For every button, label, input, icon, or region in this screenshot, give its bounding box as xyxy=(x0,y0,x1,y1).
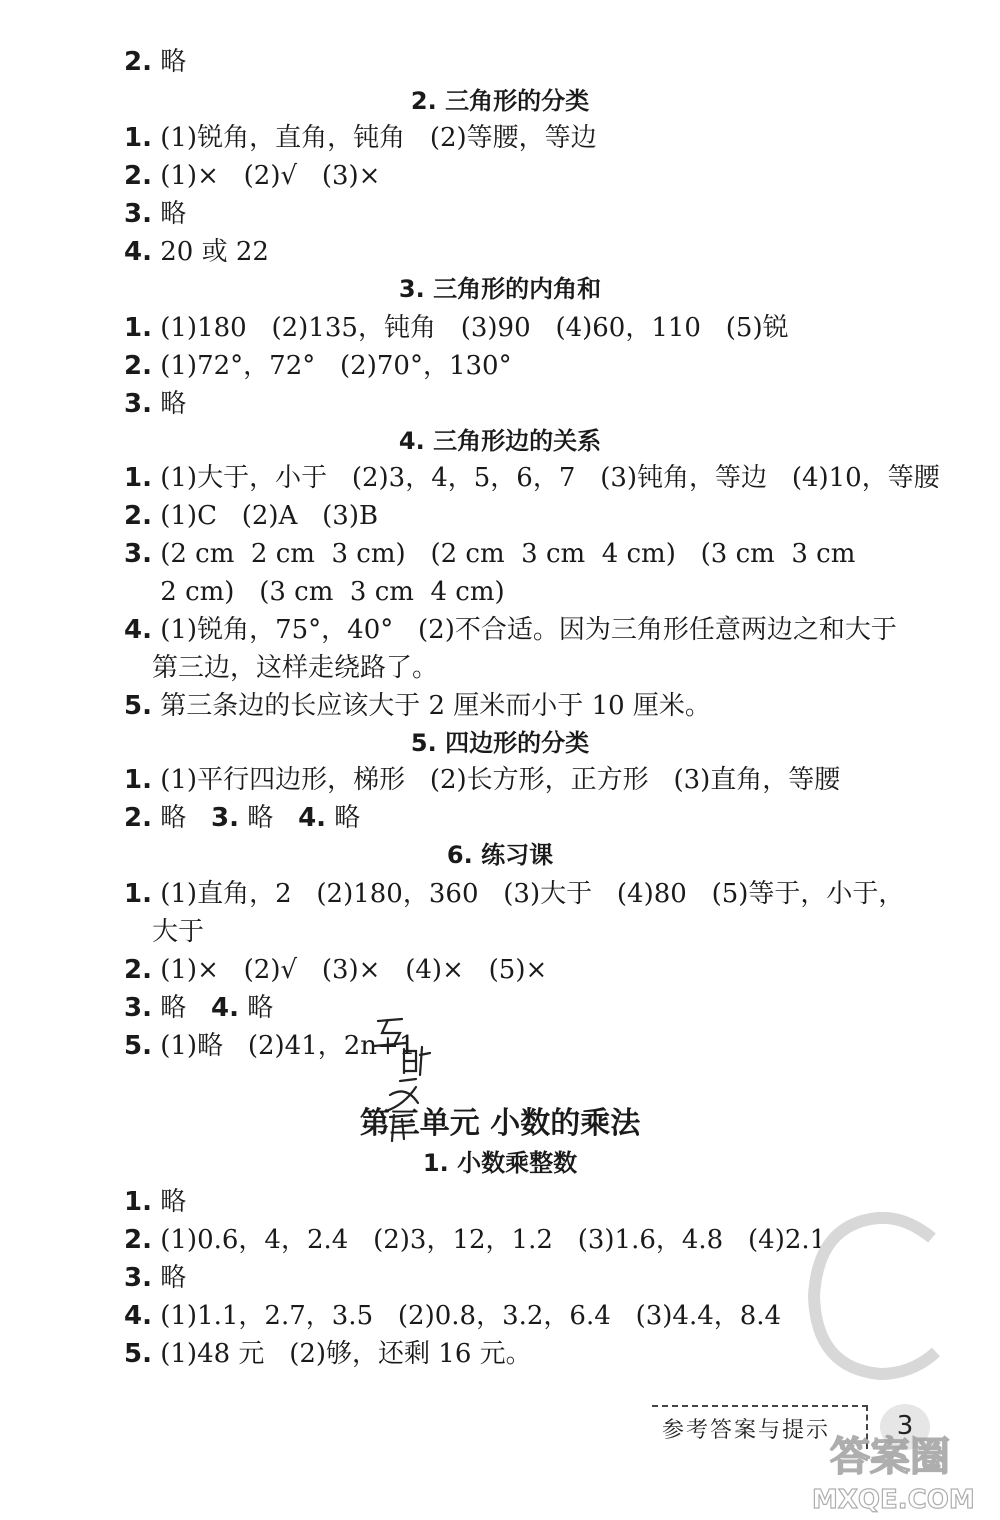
answer-line: 2. (1)× (2)√ (3)× (4)× (5)× xyxy=(124,955,548,985)
unit-title: 第三单元 小数的乘法 xyxy=(359,1106,641,1141)
answer-line: 3. 略 4. 略 xyxy=(124,993,274,1023)
section-title: 4. 三角形边的关系 xyxy=(398,427,602,455)
answer-line: 3. (2 cm 2 cm 3 cm) (2 cm 3 cm 4 cm) (3 cm 3 cm xyxy=(124,539,856,569)
answer-line: 1. (1)直角，2 (2)180，360 (3)大于 (4)80 (5)等于，小于， xyxy=(124,879,905,909)
answer-line: 1. 略 xyxy=(124,1187,187,1217)
answer-line: 5. 第三条边的长应该大于 2 厘米而小于 10 厘米。 xyxy=(124,691,711,721)
answer-line-continued: 第三边，这样走绕路了。 xyxy=(152,653,439,683)
svg-text:MXQE.COM: MXQE.COM xyxy=(812,1485,975,1515)
answer-line: 2. (1)C (2)A (3)B xyxy=(124,501,379,531)
page-number: 3 xyxy=(880,1404,930,1450)
answer-line-continued: 2 cm) (3 cm 3 cm 4 cm) xyxy=(152,577,505,607)
answer-line: 1. (1)锐角，直角，钝角 (2)等腰，等边 xyxy=(124,123,597,153)
section-title: 1. 小数乘整数 xyxy=(422,1149,578,1177)
answer-line: 5. (1)48 元 (2)够，还剩 16 元。 xyxy=(124,1339,532,1369)
answer-line: 1. (1)大于，小于 (2)3，4，5，6，7 (3)钝角，等边 (4)10，等腰 xyxy=(124,463,940,493)
section-title: 3. 三角形的内角和 xyxy=(398,275,602,303)
section-title: 6. 练习课 xyxy=(446,841,554,869)
decorative-c-logo xyxy=(800,1210,950,1380)
answer-line: 5. (1)略 (2)41，2n+1 xyxy=(124,1031,416,1061)
answer-line: 2. 略 xyxy=(124,47,187,77)
answer-line: 1. (1)180 (2)135，钝角 (3)90 (4)60，110 (5)锐 xyxy=(124,313,789,343)
answer-line: 4. 20 或 22 xyxy=(124,237,269,267)
answer-line-continued: 大于 xyxy=(152,917,205,947)
answer-line: 2. 略 3. 略 4. 略 xyxy=(124,803,361,833)
footer-label: 参考答案与提示 xyxy=(662,1418,831,1443)
answer-line: 2. (1)× (2)√ (3)× xyxy=(124,161,381,191)
answer-line: 2. (1)72°，72° (2)70°，130° xyxy=(124,351,512,381)
answer-line: 1. (1)平行四边形，梯形 (2)长方形，正方形 (3)直角，等腰 xyxy=(124,765,841,795)
section-title: 5. 四边形的分类 xyxy=(410,729,590,757)
answer-line: 4. (1)锐角，75°，40° (2)不合适。因为三角形任意两边之和大于 xyxy=(124,615,897,645)
section-title: 2. 三角形的分类 xyxy=(410,87,590,115)
answer-line: 3. 略 xyxy=(124,389,187,419)
answer-line: 3. 略 xyxy=(124,1263,187,1293)
answer-line: 2. (1)0.6，4，2.4 (2)3，12，1.2 (3)1.6，4.8 (4)2.1 xyxy=(124,1225,827,1255)
site-watermark-logo xyxy=(800,1420,990,1515)
svg-text:答案圈: 答案圈 xyxy=(830,1434,950,1480)
answer-line: 3. 略 xyxy=(124,199,187,229)
answer-line: 4. (1)1.1，2.7，3.5 (2)0.8，3.2，6.4 (3)4.4，8.4 xyxy=(124,1301,782,1331)
